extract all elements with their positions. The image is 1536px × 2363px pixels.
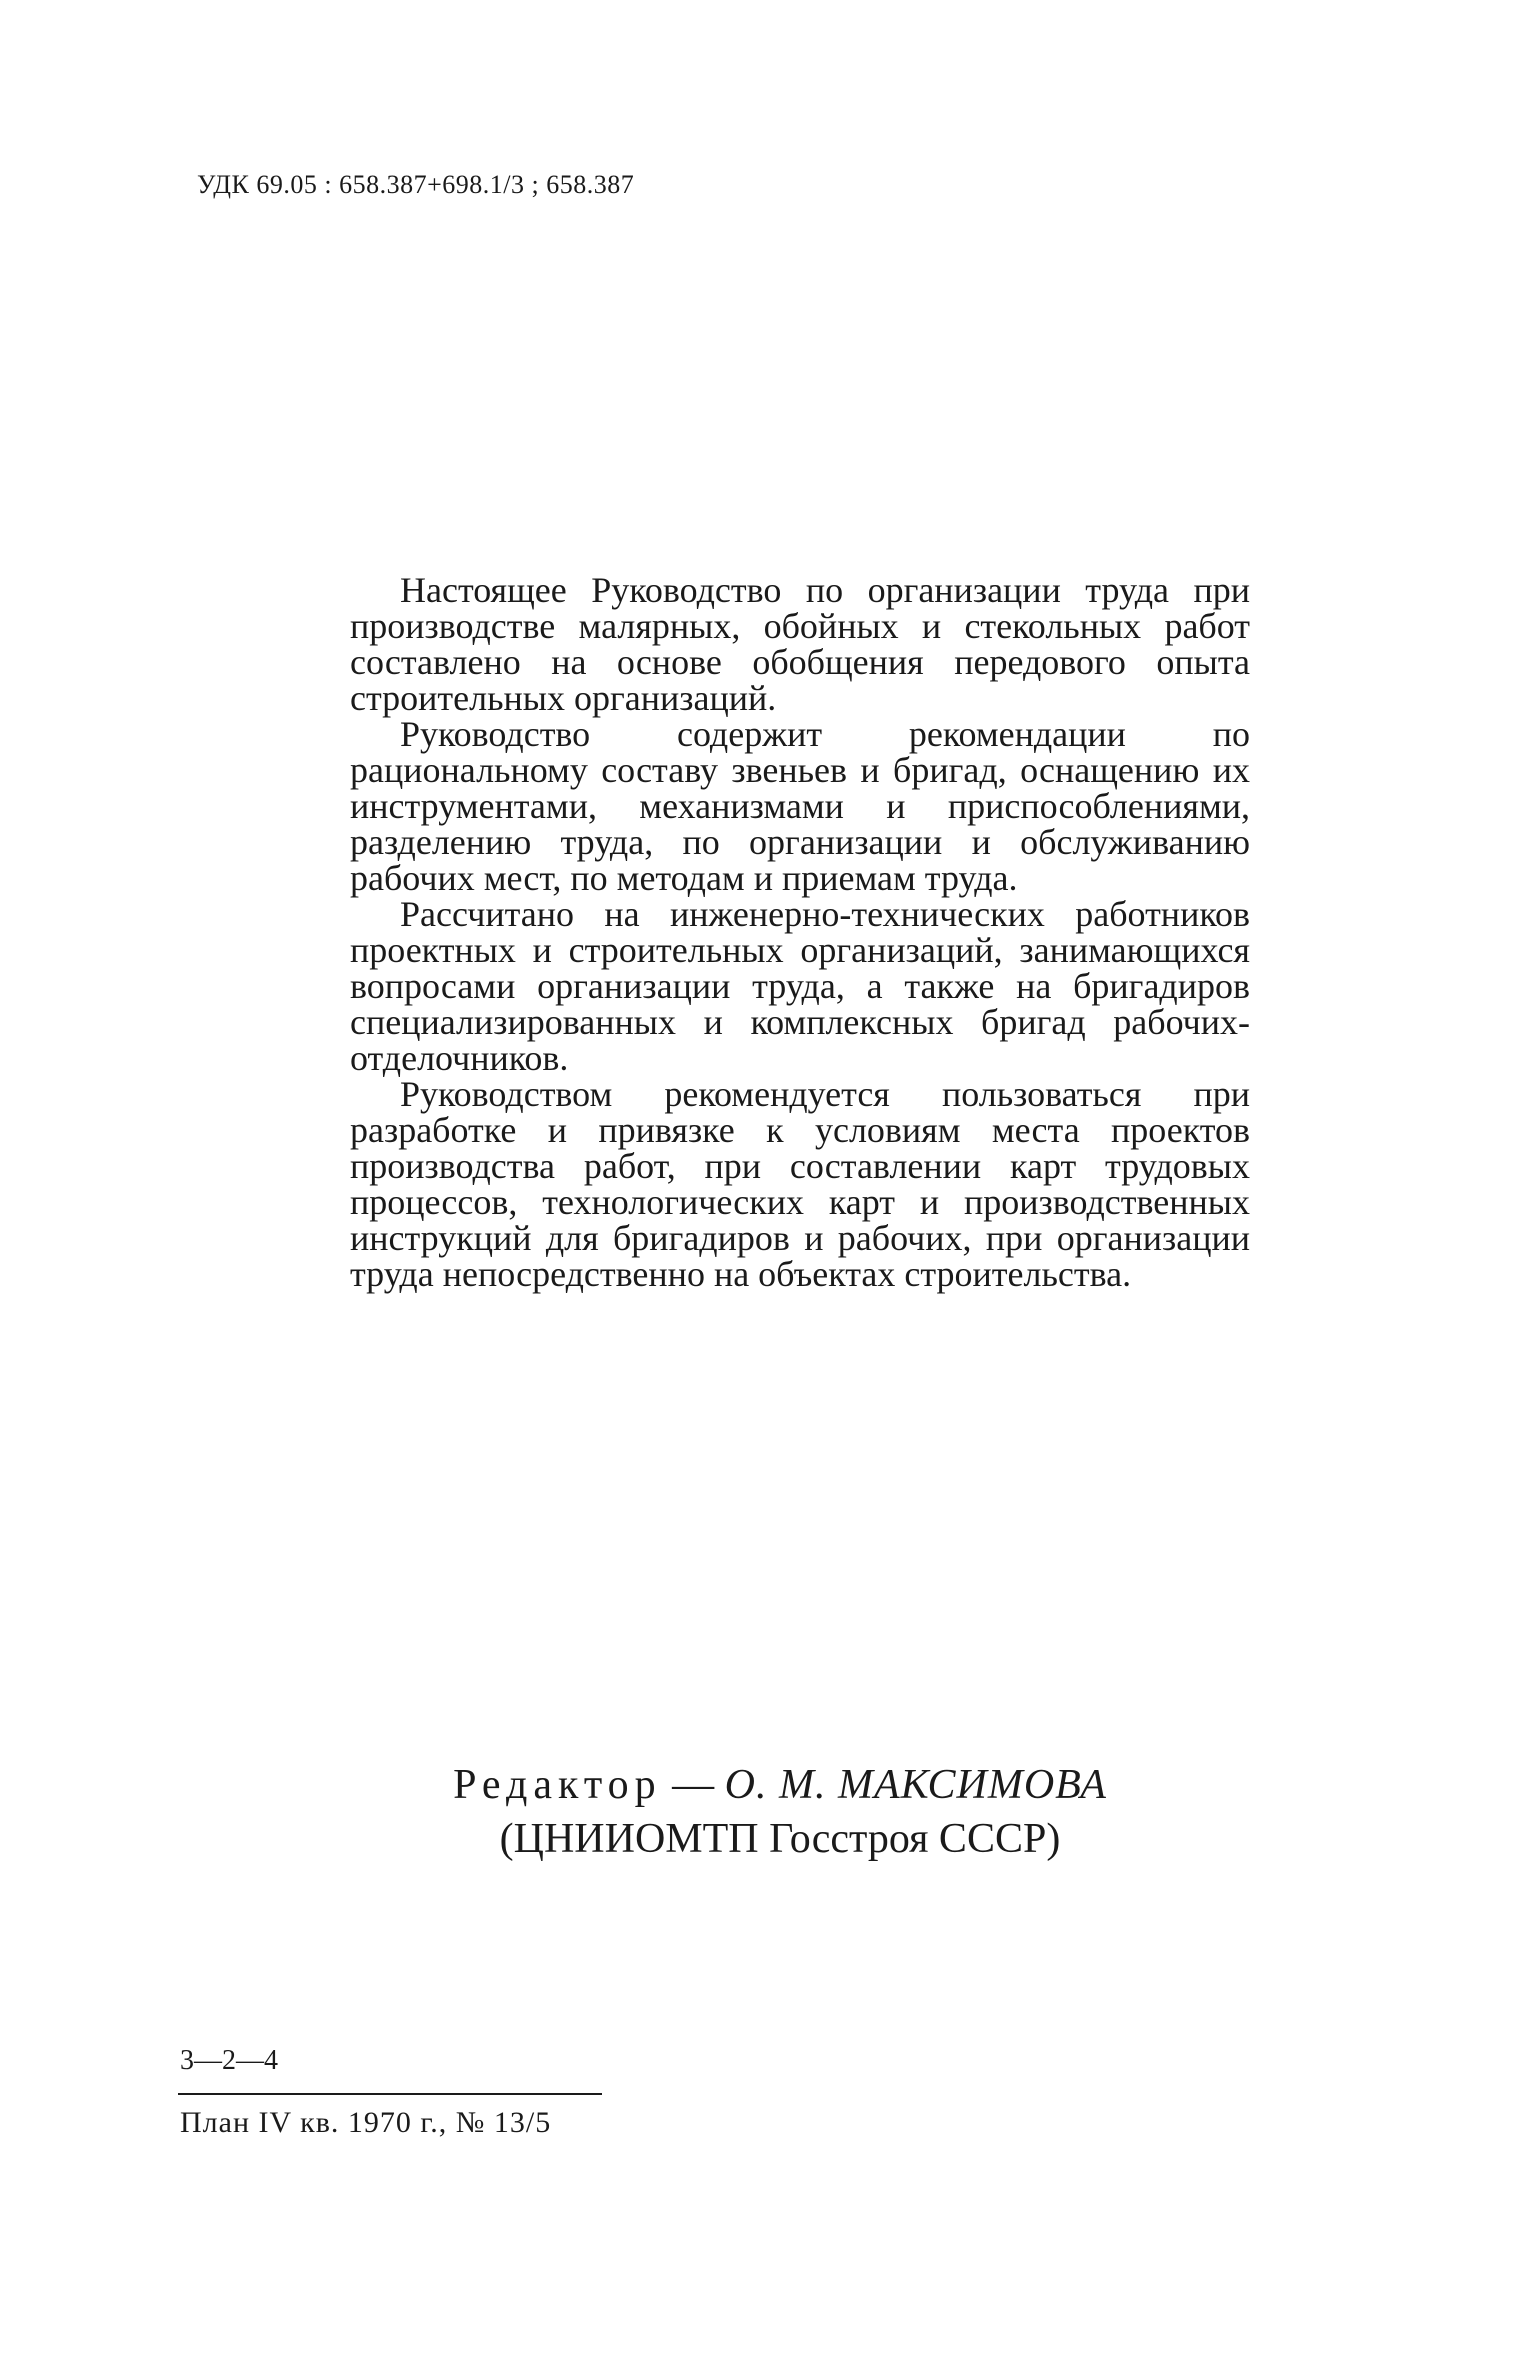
editor-dash: — — [672, 1762, 715, 1808]
imprint-divider — [178, 2093, 602, 2095]
annotation-paragraph-2: Руководство содержит рекомендации по рациональному составу звеньев и бригад, оснащению их инструментами, механизмами и приспособлениями, разделению труда, по организации и обслуживанию рабочих мест, по методам и приемам труда. — [350, 714, 1250, 898]
editor-name: О. М. МАКСИМОВА — [724, 1762, 1107, 1808]
annotation-paragraph-4: Руководством рекомендуется пользоваться при разработке и привязке к условиям места проектов производства работ, при составлении карт трудовых процессов, технологических карт и производственных инструкций для бригадиров и рабочих, при организации труда непосредственно на объектах строительства. — [350, 1074, 1250, 1294]
annotation-text — [350, 572, 1250, 1292]
editor-line — [440, 1758, 1120, 1812]
editor-credit — [440, 1758, 1120, 1866]
annotation-paragraph-1: Настоящее Руководство по организации труда при производстве малярных, обойных и стекольных работ составлено на основе обобщения передового опыта строительных организаций. — [350, 570, 1250, 718]
editor-label: Редактор — [453, 1762, 662, 1808]
editor-organization: (ЦНИИОМТП Госстроя СССР) — [499, 1816, 1061, 1862]
annotation-paragraph-3: Рассчитано на инженерно-технических работников проектных и строительных организаций, занимающихся вопросами организации труда, а также на бригадиров специализированных и комплексных бригад рабочих-отделочников. — [350, 894, 1250, 1078]
udk-classification: УДК 69.05 : 658.387+698.1/3 ; 658.387 — [197, 170, 635, 199]
imprint-plan: План IV кв. 1970 г., № 13/5 — [180, 2106, 552, 2139]
imprint-code: 3—2—4 — [180, 2045, 278, 2076]
